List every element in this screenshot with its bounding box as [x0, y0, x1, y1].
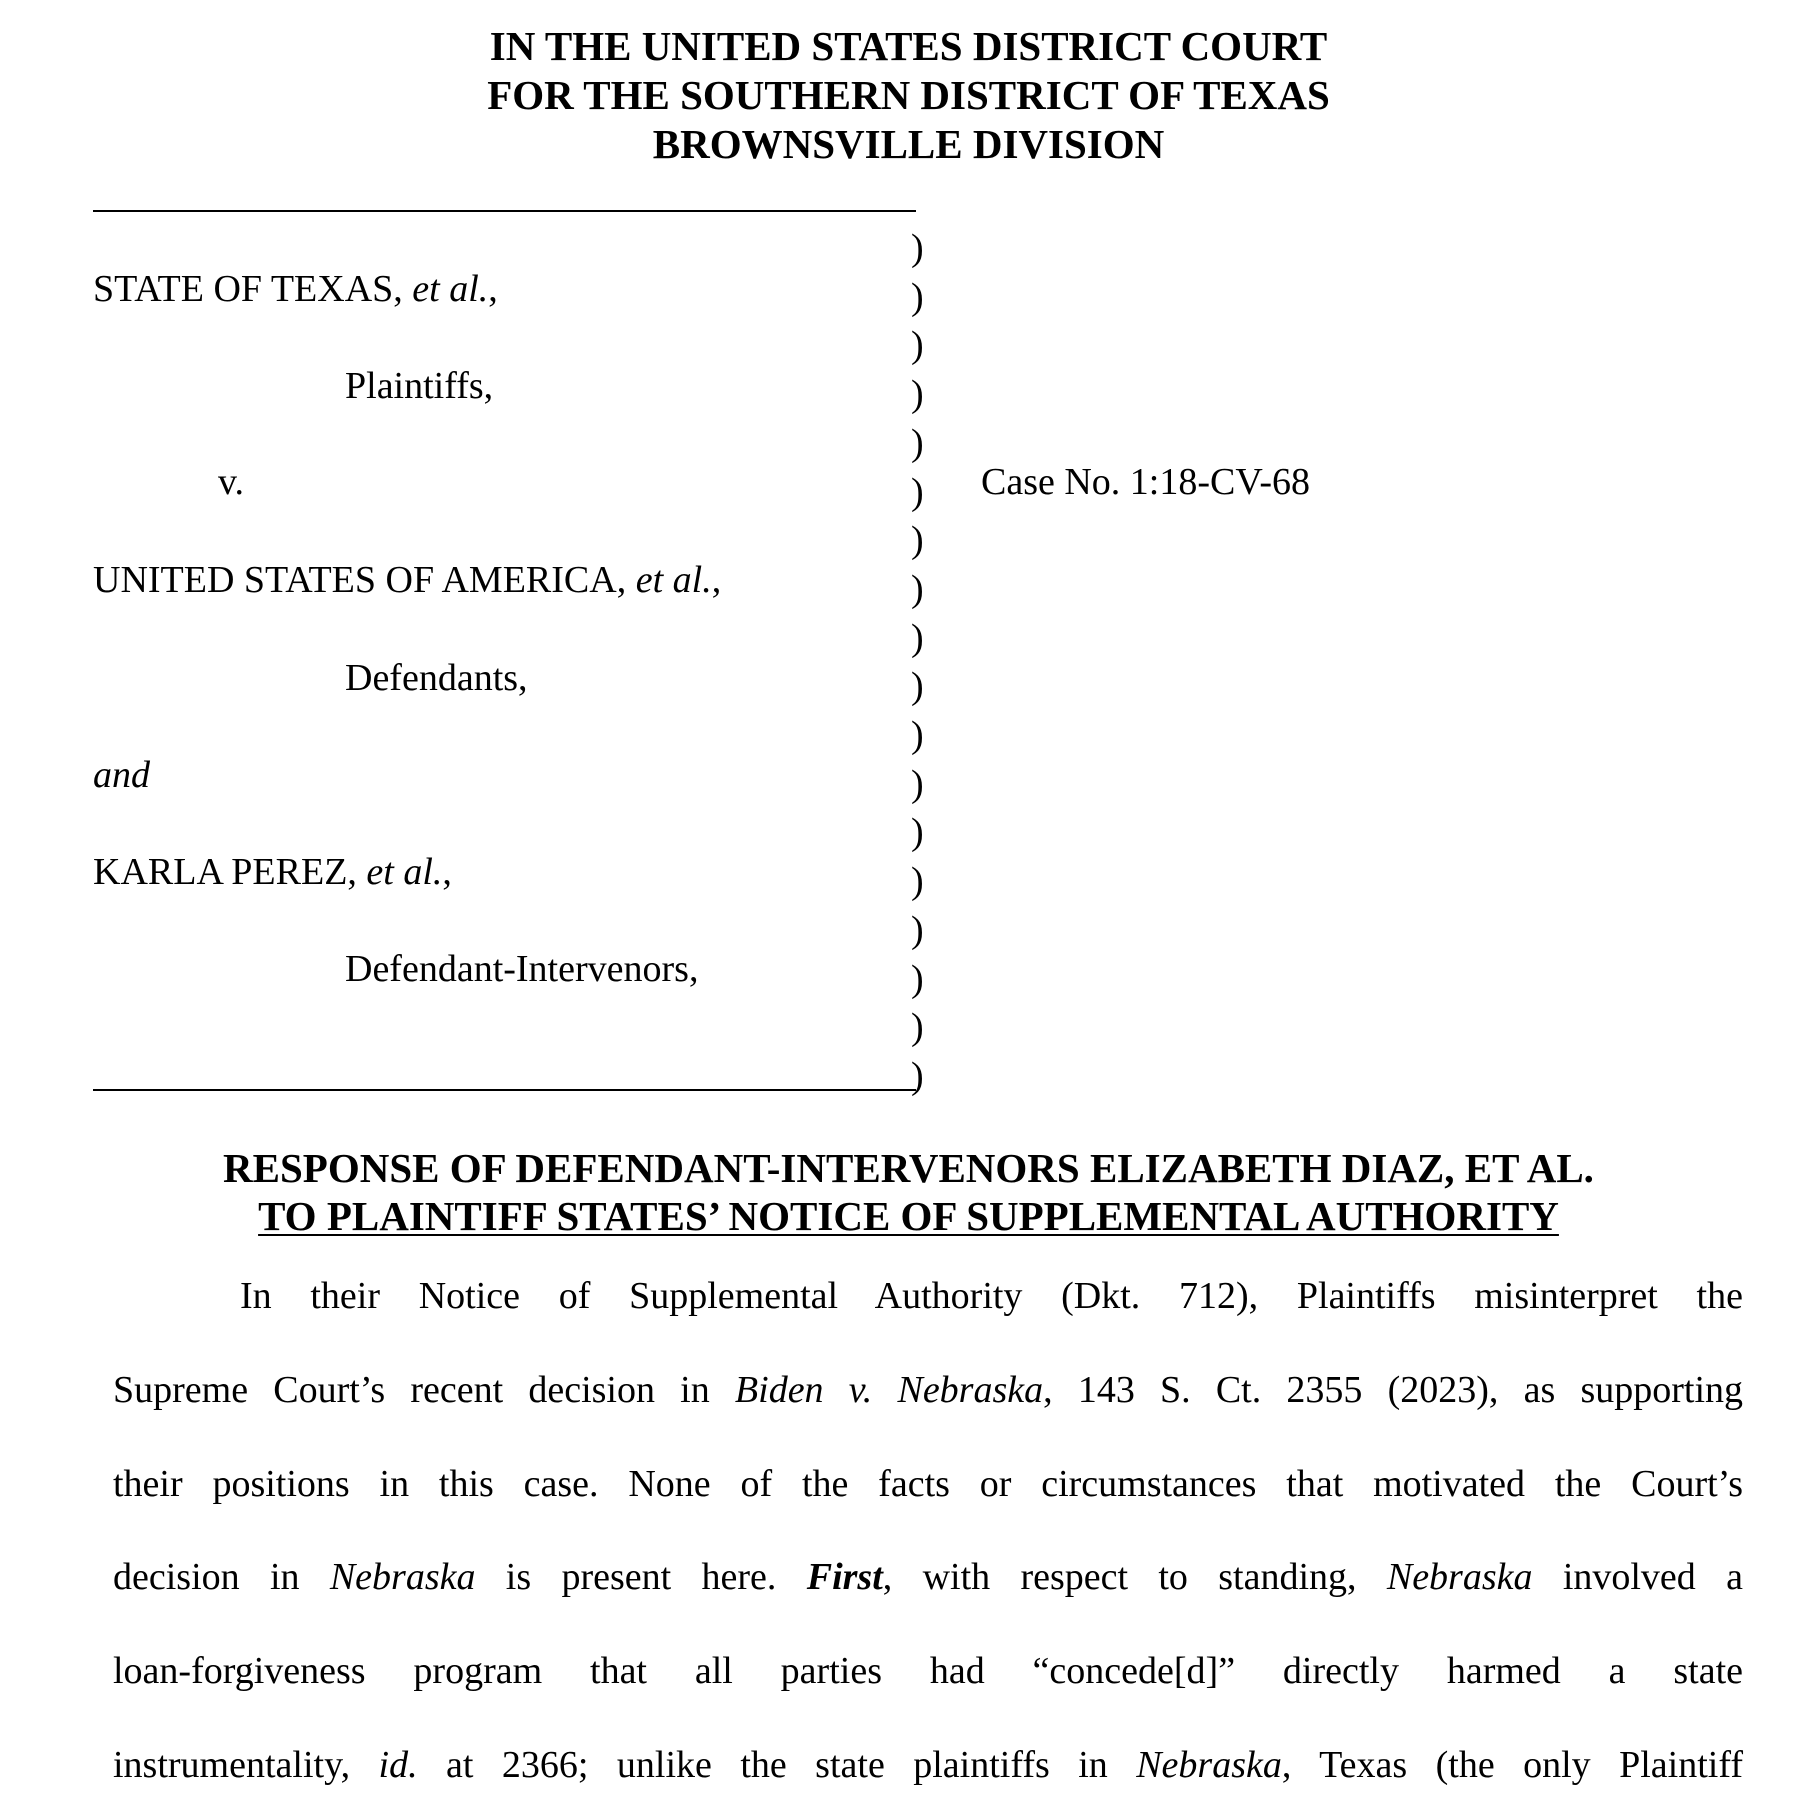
caption-paren: ): [911, 373, 924, 416]
case-citation: Nebraska: [1136, 1744, 1282, 1786]
case-citation: Biden v. Nebraska: [734, 1369, 1044, 1411]
caption-paren: ): [911, 714, 924, 757]
caption-paren: ): [911, 567, 924, 610]
intervenor-name-tail: ,: [442, 851, 452, 893]
caption-paren: ): [911, 1054, 924, 1097]
document-title: [0, 1144, 1817, 1240]
body-text-run: , Texas (the only Plaintiff: [1281, 1744, 1743, 1786]
intervenor-etal: et al.: [366, 851, 443, 893]
document-title-line1: RESPONSE OF DEFENDANT-INTERVENORS ELIZABETH DIAZ, ET AL.: [223, 1145, 1594, 1191]
caption-top-rule: [93, 210, 916, 212]
plaintiff-name-tail: ,: [488, 268, 498, 310]
caption-paren: ): [911, 275, 924, 318]
caption-paren: ): [911, 665, 924, 708]
body-line: In their Notice of Supplemental Authority (Dkt. 712), Plaintiffs misinterpret the: [240, 1275, 1743, 1317]
defendant-name: [93, 556, 721, 604]
case-citation: Nebraska: [1386, 1556, 1533, 1598]
caption-paren: ): [911, 519, 924, 562]
body-text-run: Supreme Court’s recent decision in: [113, 1369, 735, 1411]
body-line: [113, 1741, 1743, 1789]
caption-paren: ): [911, 616, 924, 659]
body-line: [113, 1553, 1743, 1601]
caption-conjunction: and: [93, 754, 150, 796]
id-citation: id.: [378, 1744, 418, 1786]
court-division-line: BROWNSVILLE DIVISION: [652, 121, 1165, 167]
document-title-line2: TO PLAINTIFF STATES’ NOTICE OF SUPPLEMENTAL AUTHORITY: [258, 1193, 1559, 1239]
body-line: their positions in this case. None of the facts or circumstances that motivated the Court’s: [113, 1463, 1743, 1505]
body-line: loan-forgiveness program that all parties had “concede[d]” directly harmed a state: [113, 1650, 1743, 1692]
defendant-name-text: UNITED STATES OF AMERICA,: [93, 559, 636, 601]
body-text-run: instrumentality,: [113, 1744, 379, 1786]
body-text-run: , with respect to standing,: [882, 1556, 1387, 1598]
body-text-run: involved a: [1532, 1556, 1743, 1598]
body-line: [113, 1366, 1743, 1414]
caption-paren: ): [911, 908, 924, 951]
body-text-run: is present here.: [475, 1556, 807, 1598]
plaintiff-name-text: STATE OF TEXAS,: [93, 268, 413, 310]
defendant-role: Defendants,: [345, 657, 528, 699]
intervenor-role: Defendant-Intervenors,: [345, 948, 699, 990]
caption-paren: ): [911, 227, 924, 269]
body-text-run: , 143 S. Ct. 2355 (2023), as supporting: [1043, 1369, 1743, 1411]
case-number: Case No. 1:18-CV-68: [981, 461, 1310, 503]
intervenor-name-text: KARLA PEREZ,: [93, 851, 367, 893]
plaintiff-name: [93, 265, 498, 313]
body-text-run: decision in: [113, 1556, 330, 1598]
body-text-run: at 2366; unlike the state plaintiffs in: [417, 1744, 1137, 1786]
court-header: [0, 22, 1817, 169]
intervenor-name: [93, 848, 452, 896]
plaintiff-etal: et al.: [412, 268, 489, 310]
case-citation: Nebraska: [329, 1556, 476, 1598]
caption-paren: ): [911, 860, 924, 903]
caption-bottom-rule: [93, 1089, 916, 1091]
emphasis-first: First: [806, 1556, 883, 1598]
caption-paren: ): [911, 811, 924, 854]
caption-paren-column: [911, 224, 941, 1101]
caption-paren: ): [911, 762, 924, 805]
plaintiff-role: Plaintiffs,: [345, 365, 494, 407]
caption-paren: ): [911, 957, 924, 1000]
caption-paren: ): [911, 1006, 924, 1049]
versus-label: v.: [218, 461, 245, 503]
court-district-line: FOR THE SOUTHERN DISTRICT OF TEXAS: [487, 72, 1330, 118]
caption-paren: ): [911, 421, 924, 464]
court-name-line: IN THE UNITED STATES DISTRICT COURT: [489, 23, 1328, 69]
defendant-etal: et al.: [635, 559, 712, 601]
caption-paren: ): [911, 324, 924, 367]
defendant-name-tail: ,: [711, 559, 722, 601]
caption-paren: ): [911, 470, 924, 513]
